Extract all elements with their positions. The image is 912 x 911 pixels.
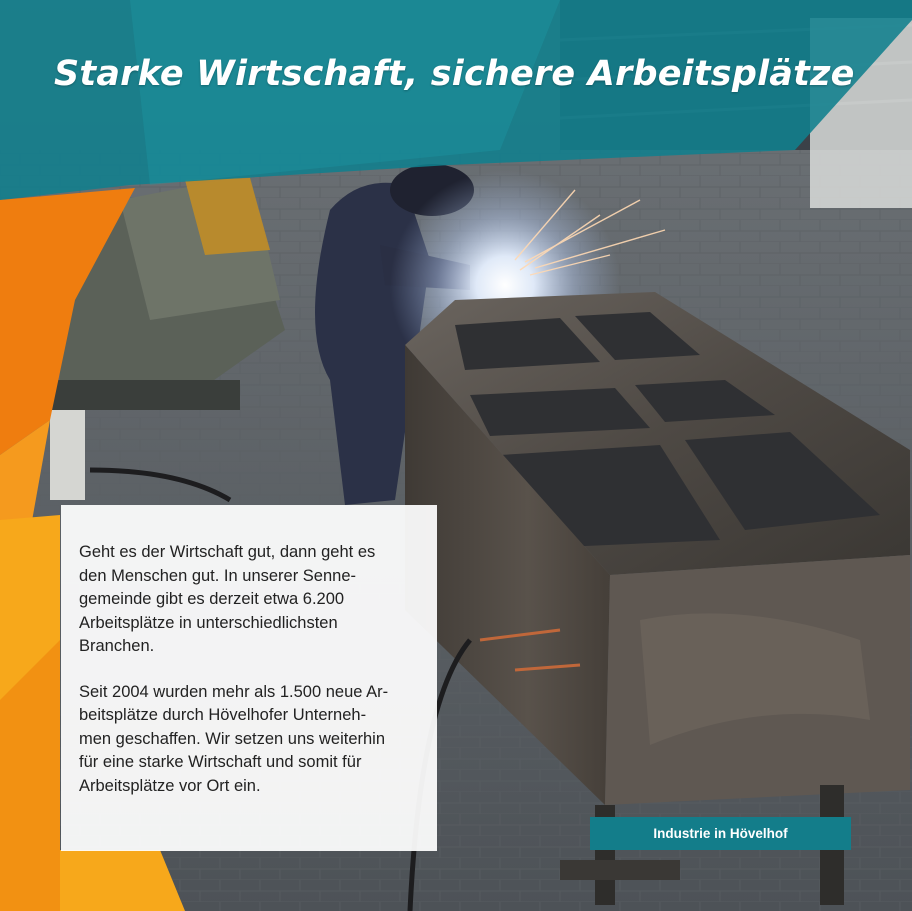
paragraph-line: Branchen. (79, 637, 155, 655)
paragraph-line: Seit 2004 wurden mehr als 1.500 neue Ar- (79, 682, 389, 701)
paragraph-line: Arbeitsplätze vor Ort ein. (79, 776, 261, 795)
paragraph-line: für eine starke Wirtschaft und somit für (79, 753, 362, 771)
paragraph-line: den Menschen gut. In unserer Senne- (79, 566, 357, 585)
paragraph-economy (79, 541, 419, 659)
paragraph-line: Geht es der Wirtschaft gut, dann geht es (79, 543, 376, 561)
paragraph-jobs (79, 681, 419, 799)
paragraph-line: Arbeitsplätze in unterschiedlichsten (79, 613, 338, 632)
section-label: Industrie in Hövelhof (590, 817, 851, 850)
paragraph-line: beitsplätze durch Hövelhofer Unterneh- (79, 706, 367, 724)
paragraph-line: men geschaffen. Wir setzen uns weiterhin (79, 729, 386, 748)
paragraph-line: gemeinde gibt es derzeit etwa 6.200 (79, 590, 345, 608)
intro-text-box (61, 505, 437, 851)
page-title: Starke Wirtschaft, sichere Arbeitsplätze (54, 54, 855, 94)
